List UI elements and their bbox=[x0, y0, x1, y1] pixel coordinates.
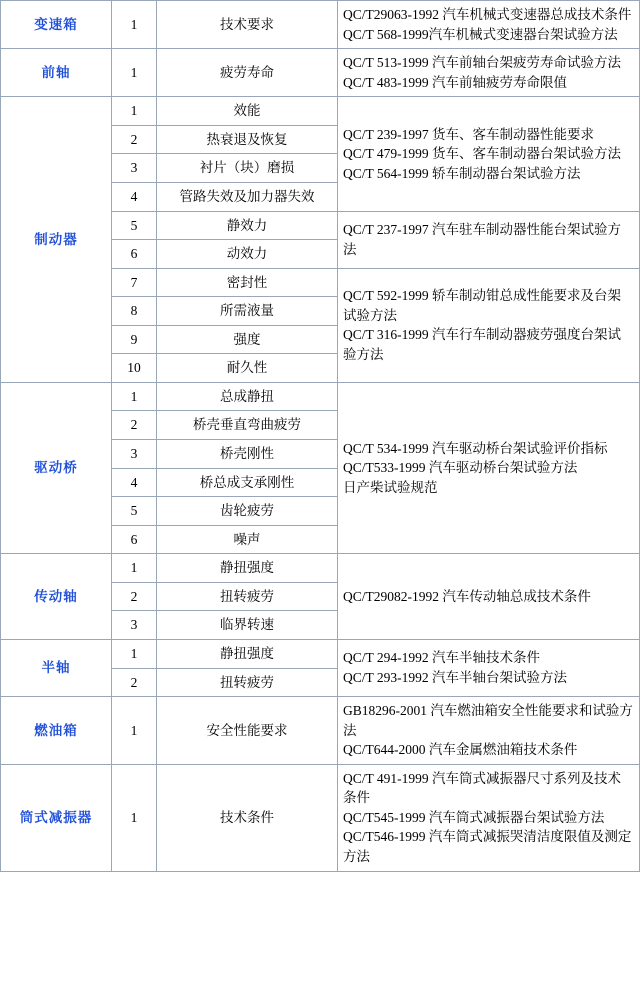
item-cell: 桥壳刚性 bbox=[157, 440, 338, 469]
index-cell: 6 bbox=[112, 240, 157, 269]
standard-line: QC/T 568-1999汽车机械式变速器台架试验方法 bbox=[343, 26, 618, 42]
standard-line: QC/T 316-1999 汽车行车制动器疲劳强度台架试验方法 bbox=[343, 327, 622, 362]
standard-line: QC/T29063-1992 汽车机械式变速器总成技术条件 bbox=[343, 7, 632, 22]
index-cell: 1 bbox=[112, 639, 157, 668]
standard-line: QC/T 491-1999 汽车筒式减振器尺寸系列及技术条件 bbox=[343, 770, 622, 806]
standard-line: QC/T644-2000 汽车金属燃油箱技术条件 bbox=[343, 742, 578, 758]
index-cell: 1 bbox=[112, 764, 157, 871]
item-cell: 扭转疲劳 bbox=[157, 582, 338, 611]
item-cell: 衬片（块）磨损 bbox=[157, 154, 338, 183]
item-cell: 动效力 bbox=[157, 240, 338, 269]
standards-cell bbox=[338, 49, 640, 97]
index-cell: 5 bbox=[112, 211, 157, 240]
table-row bbox=[1, 764, 640, 871]
index-cell: 1 bbox=[112, 1, 157, 49]
item-cell: 耐久性 bbox=[157, 354, 338, 383]
standard-line: QC/T 592-1999 轿车制动钳总成性能要求及台架试验方法 bbox=[343, 288, 622, 323]
category-cell: 制动器 bbox=[1, 97, 112, 383]
item-cell: 所需液量 bbox=[157, 297, 338, 326]
item-cell: 桥壳垂直弯曲疲劳 bbox=[157, 411, 338, 440]
index-cell: 3 bbox=[112, 154, 157, 183]
index-cell: 1 bbox=[112, 382, 157, 411]
table-row bbox=[1, 554, 640, 583]
category-cell: 前轴 bbox=[1, 49, 112, 97]
index-cell: 2 bbox=[112, 582, 157, 611]
standard-line: QC/T 237-1997 汽车驻车制动器性能台架试验方法 bbox=[343, 222, 622, 257]
standard-line: QC/T545-1999 汽车筒式减振器台架试验方法 bbox=[343, 809, 605, 825]
category-cell: 传动轴 bbox=[1, 554, 112, 640]
table-row bbox=[1, 49, 640, 97]
standard-line: QC/T533-1999 汽车驱动桥台架试验方法 bbox=[343, 460, 578, 476]
standards-cell bbox=[338, 639, 640, 696]
standards-cell bbox=[338, 554, 640, 640]
index-cell: 1 bbox=[112, 697, 157, 765]
item-cell: 静效力 bbox=[157, 211, 338, 240]
table-row bbox=[1, 382, 640, 411]
item-cell: 管路失效及加力器失效 bbox=[157, 182, 338, 211]
index-cell: 7 bbox=[112, 268, 157, 297]
table-row bbox=[1, 97, 640, 126]
index-cell: 4 bbox=[112, 182, 157, 211]
standards-cell bbox=[338, 97, 640, 211]
standard-line: QC/T546-1999 汽车筒式减振哭清洁度限值及测定方法 bbox=[343, 829, 632, 864]
standard-line: 日产柴试验规范 bbox=[343, 479, 438, 495]
standard-line: QC/T 239-1997 货车、客车制动器性能要求 bbox=[343, 126, 595, 142]
standard-line: QC/T 513-1999 汽车前轴台架疲劳寿命试验方法 bbox=[343, 55, 622, 71]
item-cell: 扭转疲劳 bbox=[157, 668, 338, 697]
index-cell: 1 bbox=[112, 554, 157, 583]
index-cell: 2 bbox=[112, 125, 157, 154]
index-cell: 1 bbox=[112, 49, 157, 97]
item-cell: 静扭强度 bbox=[157, 554, 338, 583]
table-row bbox=[1, 1, 640, 49]
item-cell: 总成静扭 bbox=[157, 382, 338, 411]
item-cell: 临界转速 bbox=[157, 611, 338, 640]
index-cell: 6 bbox=[112, 525, 157, 554]
standard-line: QC/T 293-1992 汽车半轴台架试验方法 bbox=[343, 670, 568, 685]
item-cell: 桥总成支承刚性 bbox=[157, 468, 338, 497]
index-cell: 3 bbox=[112, 611, 157, 640]
index-cell: 2 bbox=[112, 411, 157, 440]
category-cell: 半轴 bbox=[1, 639, 112, 696]
standards-cell bbox=[338, 382, 640, 553]
table-body bbox=[1, 1, 640, 872]
standard-line: QC/T 483-1999 汽车前轴疲劳寿命限值 bbox=[343, 74, 568, 90]
index-cell: 1 bbox=[112, 97, 157, 126]
item-cell: 齿轮疲劳 bbox=[157, 497, 338, 526]
item-cell: 安全性能要求 bbox=[157, 697, 338, 765]
item-cell: 热衰退及恢复 bbox=[157, 125, 338, 154]
standard-line: QC/T 294-1992 汽车半轴技术条件 bbox=[343, 650, 541, 666]
standard-line: QC/T29082-1992 汽车传动轴总成技术条件 bbox=[343, 588, 591, 604]
standards-cell bbox=[338, 697, 640, 765]
item-cell: 密封性 bbox=[157, 268, 338, 297]
item-cell: 技术条件 bbox=[157, 764, 338, 871]
item-cell: 强度 bbox=[157, 325, 338, 354]
standard-line: QC/T 479-1999 货车、客车制动器台架试验方法 bbox=[343, 146, 622, 162]
standard-line: QC/T 564-1999 轿车制动器台架试验方法 bbox=[343, 165, 581, 181]
category-cell: 筒式减振器 bbox=[1, 764, 112, 871]
standards-cell bbox=[338, 764, 640, 871]
item-cell: 效能 bbox=[157, 97, 338, 126]
index-cell: 9 bbox=[112, 325, 157, 354]
standard-line: GB18296-2001 汽车燃油箱安全性能要求和试验方法 bbox=[343, 703, 633, 738]
standards-cell bbox=[338, 211, 640, 268]
index-cell: 3 bbox=[112, 440, 157, 469]
index-cell: 10 bbox=[112, 354, 157, 383]
category-cell: 驱动桥 bbox=[1, 382, 112, 553]
standards-cell bbox=[338, 268, 640, 382]
category-cell: 变速箱 bbox=[1, 1, 112, 49]
item-cell: 噪声 bbox=[157, 525, 338, 554]
item-cell: 静扭强度 bbox=[157, 639, 338, 668]
table-row bbox=[1, 697, 640, 765]
index-cell: 2 bbox=[112, 668, 157, 697]
item-cell: 技术要求 bbox=[157, 1, 338, 49]
standard-line: QC/T 534-1999 汽车驱动桥台架试验评价指标 bbox=[343, 440, 608, 456]
index-cell: 5 bbox=[112, 497, 157, 526]
index-cell: 8 bbox=[112, 297, 157, 326]
item-cell: 疲劳寿命 bbox=[157, 49, 338, 97]
index-cell: 4 bbox=[112, 468, 157, 497]
standards-cell bbox=[338, 1, 640, 49]
category-cell: 燃油箱 bbox=[1, 697, 112, 765]
table-row bbox=[1, 639, 640, 668]
